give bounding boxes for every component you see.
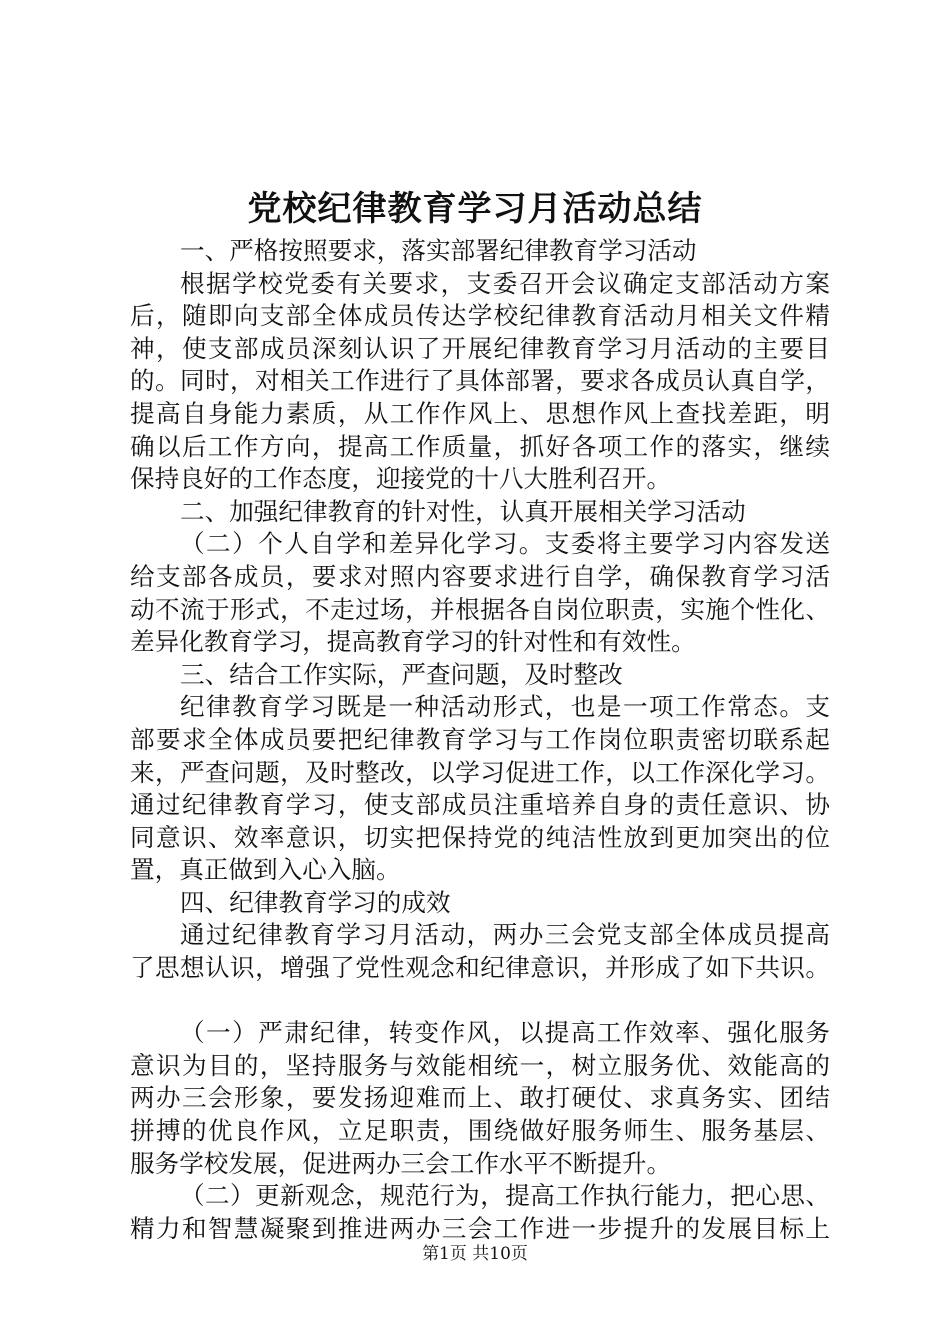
section-heading: 四、纪律教育学习的成效: [180, 887, 451, 917]
paragraph-line: 了思想认识，增强了党性观念和纪律意识，并形成了如下共识。: [130, 953, 830, 983]
document-body: [130, 235, 830, 1245]
section-heading: 三、结合工作实际，严查问题，及时整改: [180, 659, 623, 689]
paragraph-line: 来，严查问题，及时整改，以学习促进工作，以工作深化学习。: [130, 757, 830, 787]
section-heading: 一、严格按照要求，落实部署纪律教育学习活动: [180, 236, 697, 265]
paragraph-line: 拼搏的优良作风，立足职责，围绕做好服务师生、服务基层、: [130, 1116, 830, 1146]
paragraph-line: 神，使支部成员深刻认识了开展纪律教育学习月活动的主要目: [130, 333, 830, 363]
paragraph-line: 差异化教育学习，提高教育学习的针对性和有效性。: [130, 627, 696, 657]
paragraph-line: 精力和智慧凝聚到推进两办三会工作进一步提升的发展目标上: [130, 1213, 830, 1243]
blank-line: [130, 985, 830, 1018]
paragraph-line: （二）个人自学和差异化学习。支委将主要学习内容发送: [180, 529, 830, 559]
paragraph-line: 给支部各成员，要求对照内容要求进行自学，确保教育学习活: [130, 561, 830, 591]
paragraph-line: （一）严肃纪律，转变作风，以提高工作效率、强化服务: [180, 1018, 830, 1048]
paragraph-line: 后，随即向支部全体成员传达学校纪律教育活动月相关文件精: [130, 301, 830, 331]
paragraph-line: 置，真正做到入心入脑。: [130, 855, 401, 885]
paragraph-line: 两办三会形象，要发扬迎难而上、敢打硬仗、求真务实、团结: [130, 1083, 830, 1113]
paragraph-line: （二）更新观念，规范行为，提高工作执行能力，把心思、: [180, 1181, 830, 1211]
paragraph-line: 确以后工作方向，提高工作质量，抓好各项工作的落实，继续: [130, 431, 830, 461]
paragraph-line: 纪律教育学习既是一种活动形式，也是一项工作常态。支: [180, 692, 830, 722]
paragraph-line: 部要求全体成员要把纪律教育学习与工作岗位职责密切联系起: [130, 724, 830, 754]
paragraph-line: 根据学校党委有关要求，支委召开会议确定支部活动方案: [180, 268, 830, 298]
paragraph-line: 的。同时，对相关工作进行了具体部署，要求各成员认真自学，: [130, 366, 830, 396]
paragraph-line: 同意识、效率意识，切实把保持党的纯洁性放到更加突出的位: [130, 822, 830, 852]
document-title: 党校纪律教育学习月活动总结: [247, 189, 703, 229]
section-heading: 二、加强纪律教育的针对性，认真开展相关学习活动: [180, 496, 746, 526]
paragraph-line: 意识为目的，坚持服务与效能相统一，树立服务优、效能高的: [130, 1050, 830, 1080]
paragraph-line: 通过纪律教育学习月活动，两办三会党支部全体成员提高: [180, 920, 830, 950]
paragraph-line: 通过纪律教育学习，使支部成员注重培养自身的责任意识、协: [130, 790, 830, 820]
paragraph-line: 提高自身能力素质，从工作作风上、思想作风上查找差距，明: [130, 398, 830, 428]
paragraph-line: 保持良好的工作态度，迎接党的十八大胜利召开。: [130, 464, 672, 494]
page-number: 第1页 共10页: [422, 1244, 528, 1264]
paragraph-line: 动不流于形式，不走过场，并根据各自岗位职责，实施个性化、: [130, 594, 830, 624]
paragraph-line: 服务学校发展，促进两办三会工作水平不断提升。: [130, 1148, 672, 1178]
